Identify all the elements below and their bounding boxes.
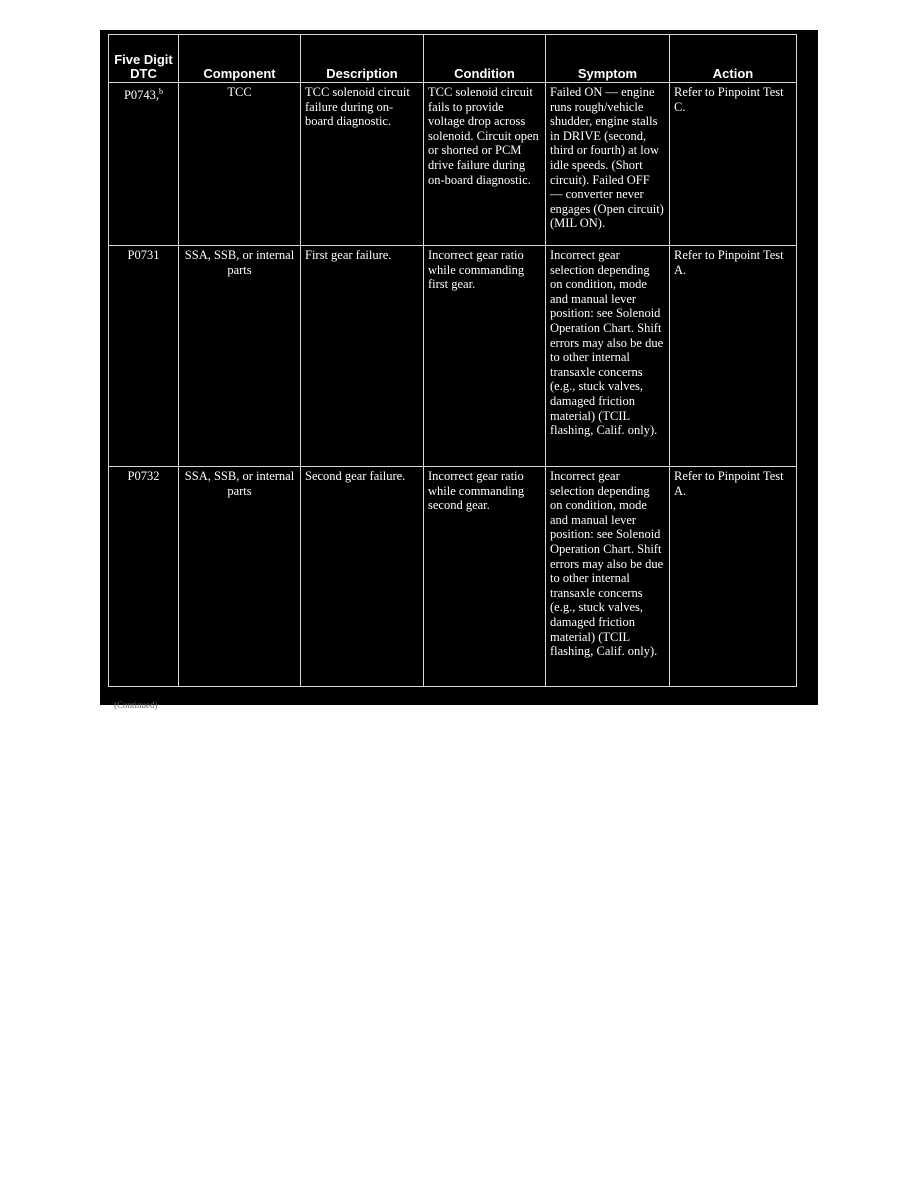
header-dtc: Five Digit DTC [109,35,179,83]
cell-description: First gear failure. [301,246,424,467]
cell-symptom: Incorrect gear selection depending on condition, mode and manual lever position: see Solenoid Operation Chart. Shift errors may also be due to other internal transaxle concerns (e.g., stuck valves, damaged friction material) (TCIL flashing, Calif. only). [546,467,670,687]
dtc-footnote: b [159,87,164,96]
table-row [109,246,797,467]
cell-condition: Incorrect gear ratio while commanding second gear. [424,467,546,687]
header-condition: Condition [424,35,546,83]
dtc-code: P0732 [127,469,160,483]
cell-description: Second gear failure. [301,467,424,687]
cell-action: Refer to Pinpoint Test C. [670,83,797,246]
dtc-code: P0731 [127,248,160,262]
table-row [109,83,797,246]
scanned-table-image [100,30,818,705]
header-component: Component [179,35,301,83]
cell-condition: Incorrect gear ratio while commanding first gear. [424,246,546,467]
table-row [109,467,797,687]
header-symptom: Symptom [546,35,670,83]
cell-description: TCC solenoid circuit failure during on-board diagnostic. [301,83,424,246]
cell-dtc [109,83,179,246]
dtc-code: P0743, [123,88,160,103]
cell-component: SSA, SSB, or internal parts [179,467,301,687]
cell-symptom: Failed ON — engine runs rough/vehicle shudder, engine stalls in DRIVE (second, third or fourth) at low idle speeds. (Short circuit). Failed OFF — converter never engages (Open circuit) (MIL ON). [546,83,670,246]
cell-condition: TCC solenoid circuit fails to provide voltage drop across solenoid. Circuit open or shorted or PCM drive failure during on-board diagnostic. [424,83,546,246]
header-description: Description [301,35,424,83]
cell-action: Refer to Pinpoint Test A. [670,467,797,687]
table-header-row [109,35,797,83]
continued-note: (Continued) [114,700,158,710]
cell-component: TCC [179,83,301,246]
cell-symptom: Incorrect gear selection depending on condition, mode and manual lever position: see Solenoid Operation Chart. Shift errors may also be due to other internal transaxle concerns (e.g., stuck valves, damaged friction material) (TCIL flashing, Calif. only). [546,246,670,467]
cell-dtc [109,467,179,687]
cell-component: SSA, SSB, or internal parts [179,246,301,467]
cell-action: Refer to Pinpoint Test A. [670,246,797,467]
dtc-table [108,34,797,687]
header-action: Action [670,35,797,83]
cell-dtc [109,246,179,467]
